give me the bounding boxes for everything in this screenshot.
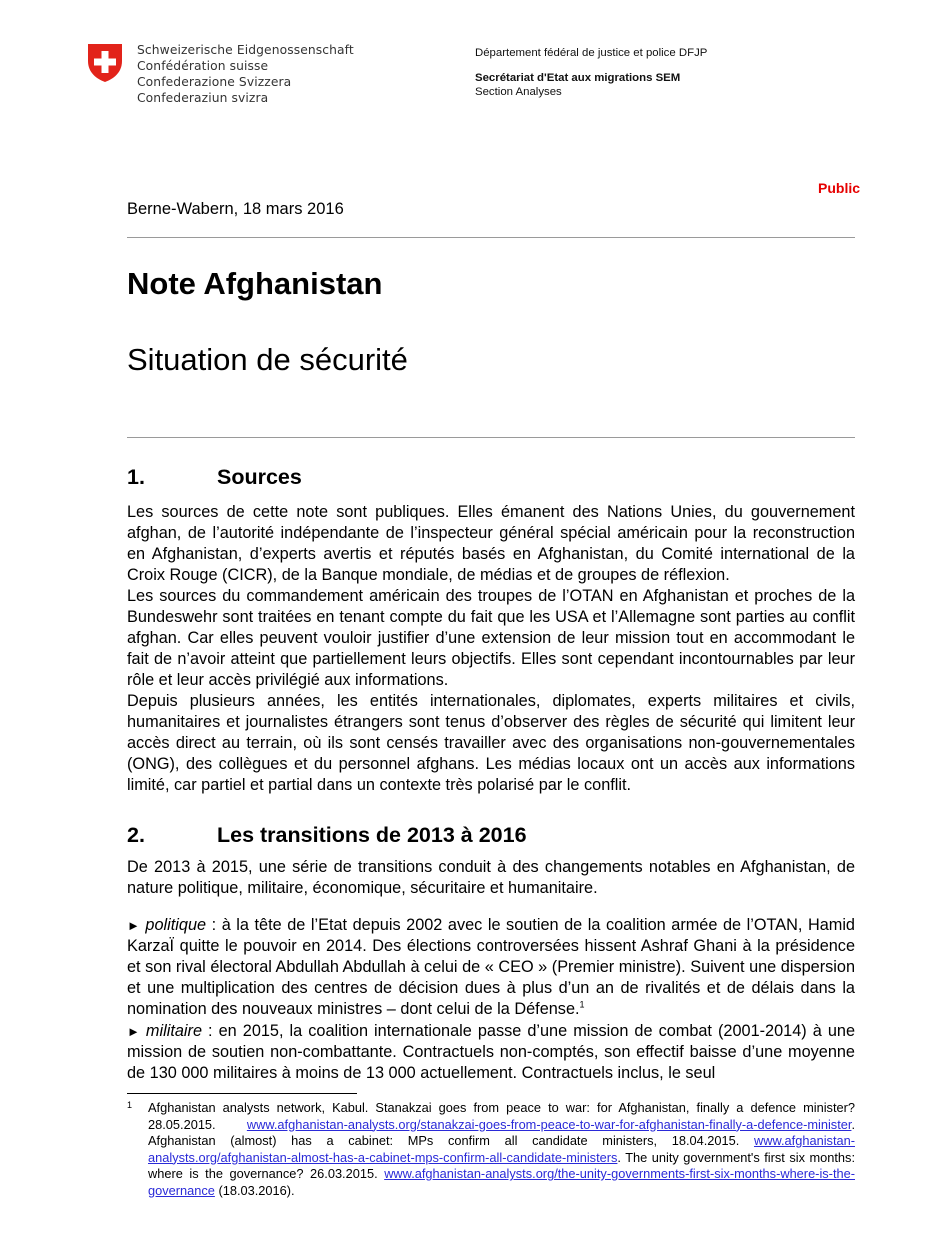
section-number: 2. <box>127 823 145 847</box>
divider <box>127 437 855 438</box>
triangle-bullet-icon: ► <box>127 918 140 933</box>
footnote-reference[interactable]: 1 <box>579 999 585 1010</box>
logo-line-de: Schweizerische Eidgenossenschaft <box>137 43 354 57</box>
section-title: Les transitions de 2013 à 2016 <box>217 823 527 847</box>
classification-label: Public <box>818 180 861 196</box>
document-subtitle: Situation de sécurité <box>127 342 408 377</box>
logo-line-fr: Confédération suisse <box>137 59 269 73</box>
issuing-authority <box>475 46 707 99</box>
confederation-wordmark <box>137 42 354 106</box>
bullet-item-politique <box>127 915 855 1020</box>
place-date: Berne-Wabern, 18 mars 2016 <box>127 200 344 218</box>
bullet-label: politique <box>145 916 207 934</box>
logo-line-rm: Confederaziun svizra <box>137 91 269 105</box>
triangle-bullet-icon: ► <box>127 1024 140 1039</box>
footnote-number: 1 <box>127 1100 133 1110</box>
footnote-text <box>148 1100 855 1199</box>
bullet-item-militaire <box>127 1021 855 1084</box>
swiss-coat-of-arms-icon <box>87 43 123 83</box>
section-number: 1. <box>127 465 145 489</box>
paragraph: De 2013 à 2015, une série de transitions conduit à des changements notables en Afghanistan, de nature politique, militaire, économique, sécuritaire et humanitaire. <box>127 858 855 897</box>
footnote-citation: Afghanistan analysts network, Kabul. Stanakzai goes from peace to war: for Afghanistan, finally a defence minister? 28.05.2015. <box>148 1100 855 1132</box>
bullet-text: : à la tête de l’Etat depuis 2002 avec le soutien de la coalition armée de l’OTAN, Hamid KarzaÏ quitte le pouvoir en 2014. Des élections controversées hissent Ashraf Ghani à la présidence et son rival électoral Abdullah Abdullah à celui de « CEO » (Premier ministre). Suivent une dispersion et une multiplication des centres de décision dues à plus d’un an de rivalités et de délais dans la nomination des nouveaux ministres – dont celui de la Défense. <box>127 916 855 1018</box>
footnote <box>127 1100 855 1199</box>
footnote-citation: . The unity government's first six months: where is the governance? 26.03.2015. <box>148 1149 855 1181</box>
paragraph: Les sources du commandement américain des troupes de l’OTAN en Afghanistan et proches de la Bundeswehr sont traitées en tenant compte du fait que les USA et l’Allemagne sont parties au conflit afghan. Car elles peuvent vouloir justifier d’une extension de leur mission tout en accommodant le fait de n’avoir atteint que partiellement leurs objectifs. Elles sont cependant incontournables par leur rôle et leur accès privilégié aux informations. <box>127 587 855 689</box>
section-title: Sources <box>217 465 302 489</box>
department-name: Département fédéral de justice et police DFJP <box>475 47 708 59</box>
section-heading-transitions <box>127 823 527 848</box>
footnote-citation: (18.03.2016). <box>214 1182 295 1198</box>
footnote-separator <box>127 1093 357 1094</box>
footnote-citation: . Afghanistan (almost) has a cabinet: MPs confirm all candidate ministers, 18.04.2015. <box>148 1116 855 1148</box>
bullet-text: : en 2015, la coalition internationale passe d’une mission de combat (2001-2014) à une mission de soutien non-combattante. Contractuels non-comptés, son effectif baisse d’une moyenne de 130 000 militaires à moins de 13 000 actuellement. Contractuels inclus, le seul <box>127 1022 855 1082</box>
paragraph: Depuis plusieurs années, les entités internationales, diplomates, experts militaires et civils, humanitaires et journalistes étrangers sont tenus d’observer des règles de sécurité qui limitent leur accès direct au terrain, où ils sont censés travailler avec des organisations non-gouvernementales (ONG), des collègues et du personnel afghans. Les médias locaux ont un accès aux informations limité, car partiel et partial dans un contexte très polarisé par le conflit. <box>127 692 855 794</box>
footnote-link[interactable]: www.afghanistan-analysts.org/stanakzai-goes-from-peace-to-war-for-afghanistan-finally-a-defence-minister <box>246 1116 852 1132</box>
section-heading-sources <box>127 465 302 490</box>
section-name: Section Analyses <box>475 86 562 98</box>
bullet-label: militaire <box>145 1022 203 1040</box>
document-title: Note Afghanistan <box>127 266 383 301</box>
divider <box>127 237 855 238</box>
office-name: Secrétariat d'Etat aux migrations SEM <box>475 72 681 84</box>
logo-line-it: Confederazione Svizzera <box>137 75 292 89</box>
footnote-link[interactable]: www.afghanistan-analysts.org/afghanistan-almost-has-a-cabinet-mps-confirm-all-candidate-ministers <box>148 1133 855 1165</box>
footnote-link[interactable]: www.afghanistan-analysts.org/the-unity-governments-first-six-months-where-is-the-governance <box>148 1166 855 1198</box>
paragraph: Les sources de cette note sont publiques. Elles émanent des Nations Unies, du gouvernement afghan, de l’autorité indépendante de l’inspecteur général spécial américain pour la reconstruction en Afghanistan, d’experts avertis et réputés basés en Afghanistan, du Comité international de la Croix Rouge (CICR), de la Banque mondiale, de médias et de groupes de réflexion. <box>127 503 855 584</box>
